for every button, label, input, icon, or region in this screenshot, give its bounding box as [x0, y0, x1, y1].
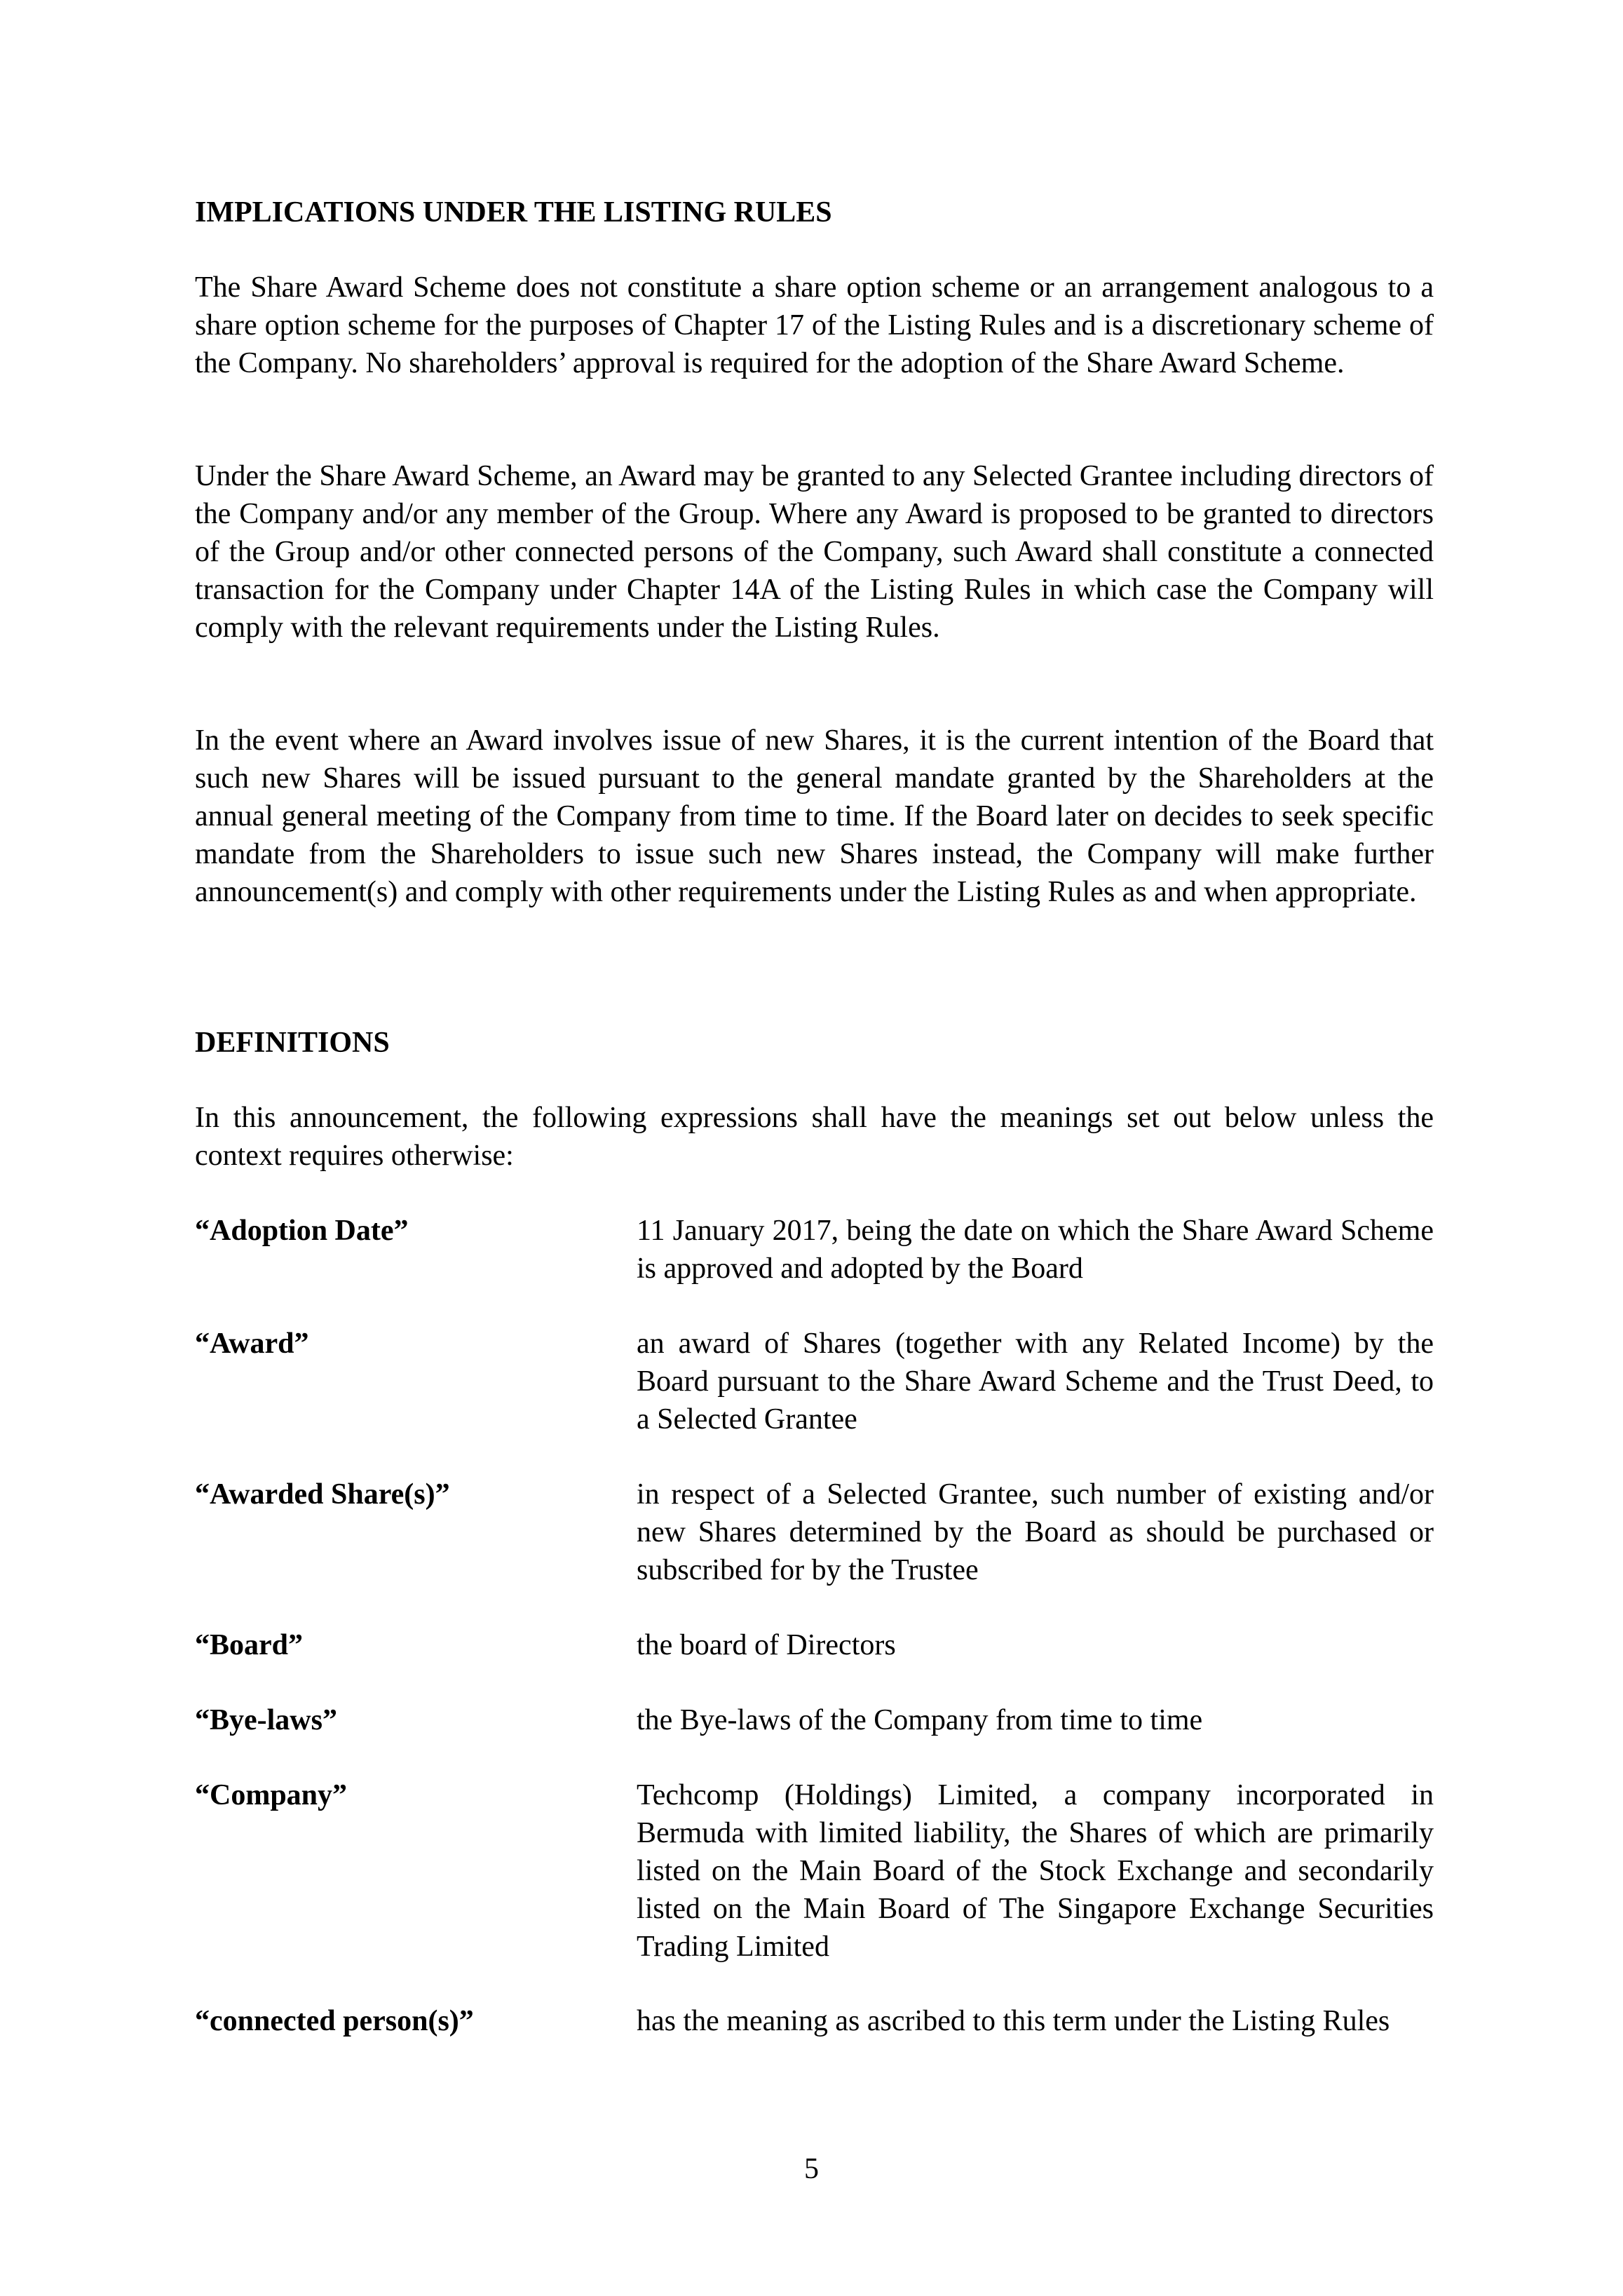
definition-term: “Board”: [195, 1629, 304, 1661]
definition-term: “Awarded Share(s)”: [195, 1478, 450, 1511]
definition-meaning: an award of Shares (together with any Related Income) by the Board pursuant to the Share Award Scheme and the Trust Deed, to a Selected Grantee: [637, 1328, 1434, 1436]
definition-term: “Bye-laws”: [195, 1704, 337, 1736]
definition-term: “connected person(s)”: [195, 2005, 474, 2037]
implications-paragraph-2: Under the Share Award Scheme, an Award may be granted to any Selected Grantee including directors of the Company and/or any member of the Group. Where any Award is proposed to be granted to directors of the Group and/or other connected persons of the Company, such Award shall constitute a connected transaction for the Company under Chapter 14A of the Listing Rules in which case the Company will comply with the relevant requirements under the Listing Rules.: [195, 460, 1434, 644]
implications-paragraph-1: The Share Award Scheme does not constitute a share option scheme or an arrangement analogous to a share option scheme for the purposes of Chapter 17 of the Listing Rules and is a discretionary scheme of the Company. No shareholders’ approval is required for the adoption of the Share Award Scheme.: [195, 271, 1434, 379]
definition-meaning: in respect of a Selected Grantee, such number of existing and/or new Shares determined by the Board as should be purchased or subscribed for by the Trustee: [637, 1478, 1434, 1586]
definition-term: “Adoption Date”: [195, 1215, 409, 1247]
definition-meaning: Techcomp (Holdings) Limited, a company incorporated in Bermuda with limited liability, the Shares of which are primarily listed on the Main Board of the Stock Exchange and secondarily listed on the Main Board of The Singapore Exchange Securities Trading Limited: [637, 1779, 1434, 1963]
definitions-intro: In this announcement, the following expressions shall have the meanings set out below unless the context requires otherwise:: [195, 1102, 1434, 1172]
definition-meaning: has the meaning as ascribed to this term under the Listing Rules: [637, 2005, 1390, 2037]
definitions-heading: DEFINITIONS: [195, 1027, 390, 1059]
definition-term: “Company”: [195, 1779, 348, 1811]
page-number: 5: [804, 2153, 819, 2185]
definition-term: “Award”: [195, 1328, 309, 1360]
definition-meaning: the Bye-laws of the Company from time to time: [637, 1704, 1203, 1736]
implications-paragraph-3: In the event where an Award involves issue of new Shares, it is the current intention of the Board that such new Shares will be issued pursuant to the general mandate granted by the Shareholders at the annual general meeting of the Company from time to time. If the Board later on decides to seek specific mandate from the Shareholders to issue such new Shares instead, the Company will make further announcement(s) and comply with other requirements under the Listing Rules as and when appropriate.: [195, 724, 1434, 908]
implications-heading: IMPLICATIONS UNDER THE LISTING RULES: [195, 196, 832, 229]
definition-meaning: the board of Directors: [637, 1629, 896, 1661]
definition-meaning: 11 January 2017, being the date on which the Share Award Scheme is approved and adopted by the Board: [637, 1215, 1434, 1285]
